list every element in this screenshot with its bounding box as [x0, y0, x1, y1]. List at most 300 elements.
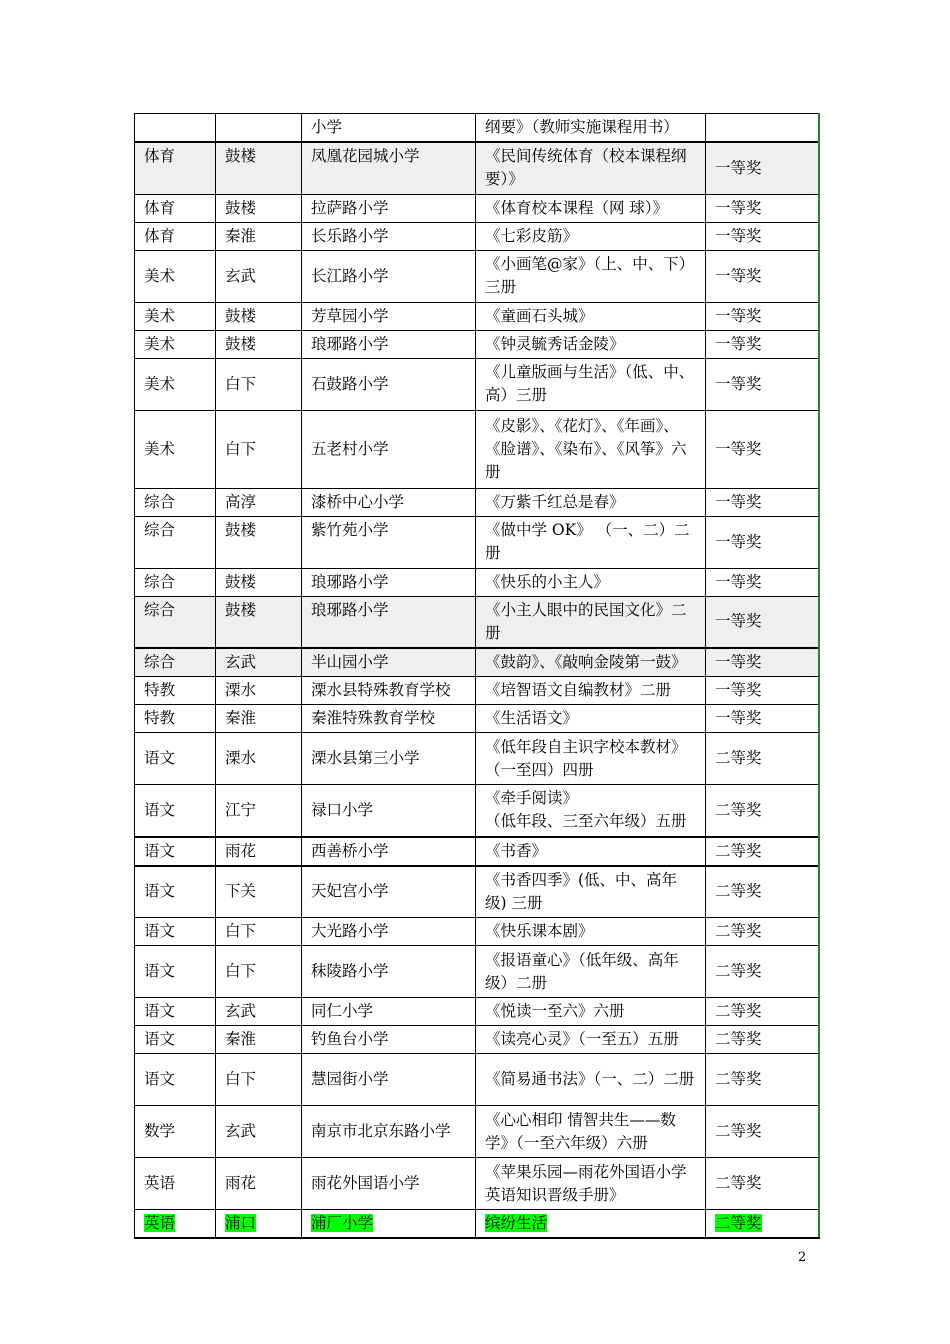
district-text: 下关 [225, 882, 257, 901]
table-row [135, 222, 819, 250]
award-table-body [135, 114, 819, 1239]
subject-cell [135, 733, 216, 785]
award-cell [706, 194, 819, 222]
subject-text: 语文 [144, 922, 176, 940]
school-cell [302, 837, 476, 866]
title-cell [476, 330, 706, 358]
school-cell [302, 516, 476, 568]
district-text: 鼓楼 [225, 334, 257, 353]
title-text: 《小画笔@家》（上、中、下）三册 [485, 255, 695, 296]
subject-text: 综合 [144, 600, 176, 619]
table-row [135, 1026, 819, 1054]
title-cell [476, 250, 706, 302]
title-text: 《童画石头城》 [485, 306, 594, 325]
table-row [135, 998, 819, 1026]
district-text: 江宁 [225, 800, 257, 819]
title-cell [476, 1106, 706, 1158]
title-text: 《培智语文自编教材》二册 [485, 681, 672, 699]
school-cell [302, 250, 476, 302]
subject-cell [135, 330, 216, 358]
district-text: 鼓楼 [225, 600, 257, 619]
title-cell [476, 677, 706, 705]
subject-cell [135, 946, 216, 998]
subject-cell [135, 250, 216, 302]
award-text: 一等奖 [715, 266, 762, 285]
title-cell [476, 358, 706, 410]
table-row [135, 677, 819, 705]
school-cell [302, 330, 476, 358]
school-text: 慧园街小学 [311, 1070, 389, 1088]
subject-cell [135, 410, 216, 488]
district-text: 高淳 [225, 492, 257, 511]
title-text: 《皮影》、《花灯》、《年画》、《脸谱》、《染布》、《风筝》六册 [485, 416, 687, 481]
title-text: 《牵手阅读》 （低年段、三至六年级）五册 [485, 789, 687, 831]
school-text: 南京市北京东路小学 [311, 1122, 451, 1140]
table-row [135, 568, 819, 596]
title-text: 纲要》（教师实施课程用书） [485, 118, 679, 136]
title-text: 《苹果乐园—雨花外国语小学英语知识晋级手册》 [485, 1162, 687, 1204]
title-text: 《悦读一至六》六册 [485, 1002, 625, 1020]
school-cell [302, 705, 476, 733]
district-cell [216, 705, 302, 733]
award-text: 一等奖 [715, 681, 762, 699]
school-cell [302, 1054, 476, 1106]
title-cell [476, 705, 706, 733]
title-cell [476, 866, 706, 918]
award-cell [706, 142, 819, 194]
school-text: 小学 [311, 118, 343, 136]
table-row [135, 1106, 819, 1158]
award-cell [706, 358, 819, 410]
award-text: 一等奖 [715, 492, 762, 511]
subject-cell [135, 194, 216, 222]
title-text: 《儿童版画与生活》（低、中、高）三册 [485, 363, 695, 404]
district-cell [216, 837, 302, 866]
award-cell [706, 1210, 819, 1239]
district-text: 鼓楼 [225, 147, 257, 165]
school-text: 长乐路小学 [311, 226, 389, 245]
title-text: 《民间传统体育（校本课程纲要）》 [485, 147, 687, 188]
title-cell [476, 648, 706, 677]
award-cell [706, 222, 819, 250]
subject-text: 综合 [144, 572, 176, 591]
subject-cell [135, 918, 216, 946]
title-cell [476, 998, 706, 1026]
award-text: 一等奖 [715, 334, 762, 353]
district-text: 玄武 [225, 1002, 257, 1020]
subject-text: 综合 [144, 492, 176, 511]
subject-text: 特教 [144, 681, 176, 699]
subject-text: 英语 [144, 1174, 176, 1192]
school-cell [302, 596, 476, 648]
school-text: 长江路小学 [311, 266, 389, 285]
subject-cell [135, 648, 216, 677]
school-text: 五老村小学 [311, 439, 389, 458]
table-row [135, 705, 819, 733]
school-text: 钓鱼台小学 [311, 1030, 389, 1048]
district-cell [216, 677, 302, 705]
subject-text: 语文 [144, 800, 176, 819]
table-row [135, 733, 819, 785]
award-text: 二等奖 [715, 1174, 762, 1192]
district-cell [216, 648, 302, 677]
school-cell [302, 677, 476, 705]
school-text: 雨花外国语小学 [311, 1174, 420, 1192]
title-cell [476, 918, 706, 946]
title-cell [476, 222, 706, 250]
title-text: 《生活语文》 [485, 709, 579, 727]
award-text: 一等奖 [715, 653, 762, 671]
title-cell [476, 410, 706, 488]
school-text: 西善桥小学 [311, 841, 389, 860]
table-row [135, 596, 819, 648]
table-row [135, 114, 819, 143]
award-cell [706, 677, 819, 705]
table-row [135, 648, 819, 677]
district-text: 秦淮 [225, 1030, 257, 1048]
district-text: 鼓楼 [225, 198, 257, 217]
school-text: 琅琊路小学 [311, 600, 389, 619]
award-cell [706, 1054, 819, 1106]
award-text: 一等奖 [715, 439, 762, 458]
title-text: 《七彩皮筋》 [485, 226, 579, 245]
school-cell [302, 946, 476, 998]
title-text: 《报语童心》（低年级、高年级）二册 [485, 950, 679, 992]
district-cell [216, 1210, 302, 1239]
award-cell [706, 998, 819, 1026]
district-text: 白下 [225, 439, 257, 458]
subject-text: 综合 [144, 653, 176, 671]
district-text: 白下 [225, 962, 257, 980]
table-row [135, 918, 819, 946]
school-text: 琅琊路小学 [311, 572, 389, 591]
district-cell [216, 596, 302, 648]
title-cell [476, 194, 706, 222]
award-text: 二等奖 [715, 922, 762, 940]
subject-cell [135, 1210, 216, 1239]
subject-cell [135, 998, 216, 1026]
district-cell [216, 516, 302, 568]
award-text: 二等奖 [715, 1122, 762, 1140]
school-cell [302, 114, 476, 143]
school-cell [302, 222, 476, 250]
subject-text: 综合 [144, 520, 176, 539]
title-text: 《简易通书法》（一、二）二册 [485, 1070, 695, 1088]
title-cell [476, 302, 706, 330]
school-cell [302, 1026, 476, 1054]
table-row [135, 330, 819, 358]
award-cell [706, 114, 819, 143]
table-row [135, 1210, 819, 1239]
award-text: 一等奖 [715, 374, 762, 393]
district-cell [216, 142, 302, 194]
title-cell [476, 596, 706, 648]
subject-text: 美术 [144, 439, 176, 458]
title-text: 《快乐课本剧》 [485, 922, 594, 940]
subject-text: 语文 [144, 1030, 176, 1048]
title-text: 《做中学 OK》 （一、二）二册 [485, 520, 690, 562]
subject-text: 体育 [144, 226, 176, 245]
title-cell [476, 946, 706, 998]
district-text: 鼓楼 [225, 520, 257, 539]
district-cell [216, 302, 302, 330]
award-cell [706, 250, 819, 302]
subject-text: 语文 [144, 841, 176, 860]
subject-cell [135, 1054, 216, 1106]
award-cell [706, 1026, 819, 1054]
subject-cell [135, 596, 216, 648]
title-cell [476, 568, 706, 596]
school-text: 天妃宫小学 [311, 882, 389, 901]
award-text: 二等奖 [715, 962, 762, 980]
subject-text: 特教 [144, 709, 176, 727]
school-cell [302, 302, 476, 330]
school-cell [302, 648, 476, 677]
subject-text: 英语 [144, 1214, 176, 1232]
subject-text: 语文 [144, 1070, 176, 1088]
school-text: 禄口小学 [311, 800, 374, 819]
district-cell [216, 733, 302, 785]
subject-cell [135, 358, 216, 410]
award-cell [706, 568, 819, 596]
title-text: 缤纷生活 [485, 1214, 548, 1232]
table-row [135, 1054, 819, 1106]
award-table-container [134, 113, 818, 1239]
award-text: 二等奖 [715, 1070, 762, 1088]
subject-text: 美术 [144, 306, 176, 325]
subject-cell [135, 677, 216, 705]
title-text: 《低年段自主识字校本教材》（一至四）四册 [485, 737, 687, 779]
award-cell [706, 837, 819, 866]
district-cell [216, 114, 302, 143]
award-cell [706, 705, 819, 733]
school-cell [302, 1158, 476, 1210]
subject-cell [135, 302, 216, 330]
table-row [135, 410, 819, 488]
district-cell [216, 1026, 302, 1054]
school-cell [302, 410, 476, 488]
district-text: 溧水 [225, 681, 257, 699]
subject-text: 美术 [144, 374, 176, 393]
subject-cell [135, 705, 216, 733]
title-text: 《小主人眼中的民国文化》二册 [485, 600, 687, 642]
table-row [135, 837, 819, 866]
school-text: 漆桥中心小学 [311, 492, 405, 511]
district-text: 白下 [225, 922, 257, 940]
school-cell [302, 918, 476, 946]
title-text: 《书香四季》(低、中、高年级) 三册 [485, 870, 678, 912]
subject-text: 语文 [144, 1002, 176, 1020]
award-cell [706, 733, 819, 785]
district-cell [216, 998, 302, 1026]
subject-text: 语文 [144, 749, 176, 767]
district-cell [216, 918, 302, 946]
table-row [135, 250, 819, 302]
subject-cell [135, 1158, 216, 1210]
district-cell [216, 330, 302, 358]
school-text: 凤凰花园城小学 [311, 147, 420, 165]
page-number: 2 [798, 1250, 807, 1265]
school-text: 紫竹苑小学 [311, 520, 389, 539]
school-cell [302, 194, 476, 222]
district-text: 秦淮 [225, 226, 257, 245]
district-cell [216, 866, 302, 918]
award-text: 一等奖 [715, 709, 762, 727]
table-row [135, 866, 819, 918]
title-text: 《万紫千红总是春》 [485, 492, 625, 511]
title-cell [476, 114, 706, 143]
title-text: 《体育校本课程（网 球）》 [485, 198, 669, 217]
award-cell [706, 946, 819, 998]
award-text: 二等奖 [715, 882, 762, 901]
table-row [135, 302, 819, 330]
title-text: 《书香》 [485, 841, 548, 860]
district-text: 白下 [225, 374, 257, 393]
school-text: 半山园小学 [311, 653, 389, 671]
award-text: 一等奖 [715, 572, 762, 591]
title-cell [476, 1026, 706, 1054]
title-text: 《心心相印 情智共生——数学》（一至六年级）六册 [485, 1110, 676, 1152]
title-cell [476, 785, 706, 837]
subject-cell [135, 1026, 216, 1054]
award-text: 一等奖 [715, 198, 762, 217]
table-row [135, 1158, 819, 1210]
district-text: 鼓楼 [225, 572, 257, 591]
school-text: 石鼓路小学 [311, 374, 389, 393]
title-cell [476, 1158, 706, 1210]
table-row [135, 488, 819, 516]
school-text: 同仁小学 [311, 1002, 374, 1020]
award-text: 一等奖 [715, 158, 762, 177]
title-text: 《鼓韵》、《敲响金陵第一鼓》 [485, 653, 687, 671]
subject-cell [135, 1106, 216, 1158]
title-cell [476, 142, 706, 194]
district-cell [216, 250, 302, 302]
district-cell [216, 222, 302, 250]
title-cell [476, 733, 706, 785]
subject-cell [135, 488, 216, 516]
award-table [134, 113, 820, 1239]
subject-cell [135, 785, 216, 837]
district-text: 玄武 [225, 653, 257, 671]
district-cell [216, 194, 302, 222]
table-row [135, 142, 819, 194]
award-cell [706, 918, 819, 946]
award-cell [706, 1158, 819, 1210]
title-text: 《读亮心灵》（一至五）五册 [485, 1030, 679, 1048]
award-text: 二等奖 [715, 1002, 762, 1020]
school-text: 溧水县第三小学 [311, 749, 420, 767]
table-row [135, 785, 819, 837]
school-text: 芳草园小学 [311, 306, 389, 325]
award-text: 一等奖 [715, 226, 762, 245]
school-text: 琅琊路小学 [311, 334, 389, 353]
award-text: 二等奖 [715, 800, 762, 819]
award-text: 一等奖 [715, 532, 762, 551]
award-cell [706, 785, 819, 837]
title-text: 《钟灵毓秀话金陵》 [485, 334, 625, 353]
title-text: 《快乐的小主人》 [485, 572, 610, 591]
district-text: 浦口 [225, 1214, 257, 1232]
district-cell [216, 785, 302, 837]
school-text: 秦淮特殊教育学校 [311, 709, 436, 727]
award-cell [706, 1106, 819, 1158]
school-cell [302, 866, 476, 918]
title-cell [476, 1210, 706, 1239]
school-cell [302, 785, 476, 837]
district-text: 秦淮 [225, 709, 257, 727]
table-row [135, 946, 819, 998]
district-cell [216, 568, 302, 596]
award-cell [706, 596, 819, 648]
award-cell [706, 410, 819, 488]
district-text: 鼓楼 [225, 306, 257, 325]
district-cell [216, 1106, 302, 1158]
subject-text: 美术 [144, 334, 176, 353]
district-cell [216, 1054, 302, 1106]
school-cell [302, 358, 476, 410]
award-cell [706, 516, 819, 568]
subject-text: 体育 [144, 198, 176, 217]
award-text: 二等奖 [715, 749, 762, 767]
subject-text: 体育 [144, 147, 176, 165]
subject-text: 语文 [144, 882, 176, 901]
title-cell [476, 837, 706, 866]
table-row [135, 516, 819, 568]
district-text: 雨花 [225, 841, 257, 860]
award-cell [706, 330, 819, 358]
award-text: 一等奖 [715, 612, 762, 631]
district-text: 玄武 [225, 266, 257, 285]
subject-text: 语文 [144, 962, 176, 980]
award-text: 二等奖 [715, 1214, 762, 1232]
award-text: 二等奖 [715, 1030, 762, 1048]
district-cell [216, 358, 302, 410]
title-cell [476, 488, 706, 516]
school-cell [302, 142, 476, 194]
district-text: 白下 [225, 1070, 257, 1088]
subject-cell [135, 142, 216, 194]
school-cell [302, 733, 476, 785]
table-row [135, 194, 819, 222]
subject-cell [135, 866, 216, 918]
award-cell [706, 866, 819, 918]
title-cell [476, 1054, 706, 1106]
school-cell [302, 998, 476, 1026]
district-text: 雨花 [225, 1174, 257, 1192]
subject-text: 美术 [144, 266, 176, 285]
award-text: 二等奖 [715, 841, 762, 860]
district-cell [216, 1158, 302, 1210]
school-text: 拉萨路小学 [311, 198, 389, 217]
award-text: 一等奖 [715, 306, 762, 325]
school-text: 大光路小学 [311, 922, 389, 940]
title-cell [476, 516, 706, 568]
table-row [135, 358, 819, 410]
school-text: 秣陵路小学 [311, 962, 389, 980]
school-cell [302, 1106, 476, 1158]
school-text: 溧水县特殊教育学校 [311, 681, 451, 699]
subject-text: 数学 [144, 1122, 176, 1140]
district-cell [216, 946, 302, 998]
subject-cell [135, 114, 216, 143]
subject-cell [135, 222, 216, 250]
school-cell [302, 568, 476, 596]
school-cell [302, 488, 476, 516]
award-cell [706, 648, 819, 677]
district-cell [216, 410, 302, 488]
district-cell [216, 488, 302, 516]
